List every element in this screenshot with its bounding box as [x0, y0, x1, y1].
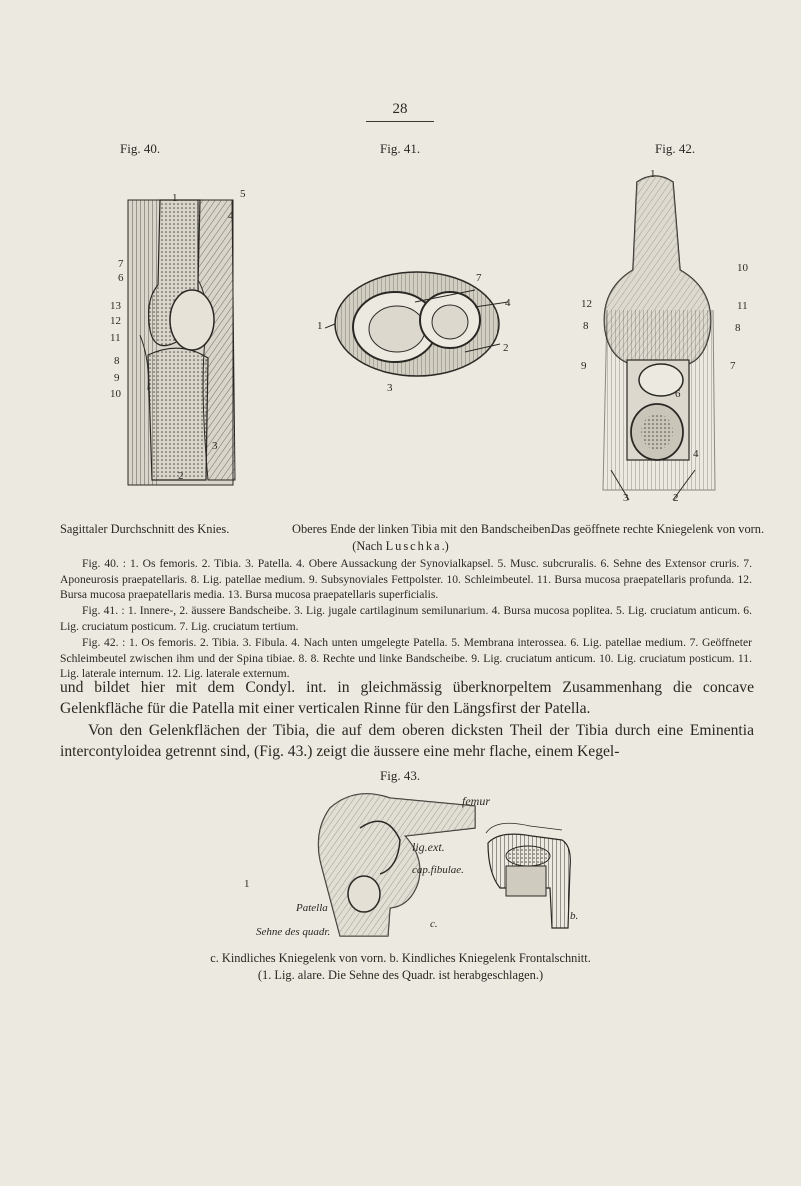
fig43-label-lig-ext: lig.ext.	[412, 840, 445, 854]
fig40-legend: Fig. 40. : 1. Os femoris. 2. Tibia. 3. Patella. 4. Obere Aussackung der Synovialkapsel. 5. Musc. subcruralis. 6. Sehne des Extensor cruris. 7. Aponeurosis praepatellaris. 8. Lig. patellae medium. 9. Subsynoviales Fettpolster. 10. Schleimbeutel. 11. Bursa mucosa praepatellaris profunda. 12. Bursa mucosa praepatellaris media. 13. Bursa mucosa praepatellaris superficialis.	[60, 557, 752, 601]
fig43-label-cap-fibulae: cap.fibulae.	[412, 864, 464, 876]
fig42-num-2: 2	[673, 492, 679, 504]
fig40-caption: Sagittaler Durchschnitt des Knies.	[60, 522, 230, 536]
fig42-caption: Das geöffnete rechte Kniegelenk von vorn.	[551, 522, 765, 536]
fig42-num-3: 3	[623, 492, 629, 504]
fig42-num-1: 1	[650, 168, 656, 180]
fig42-num-4: 4	[693, 448, 699, 460]
fig40-num-5: 5	[240, 188, 246, 200]
fig40-num-11: 11	[110, 332, 121, 344]
fig42-num-9: 9	[581, 360, 587, 372]
source-suffix: .)	[441, 539, 449, 553]
fig43-label-c: c.	[430, 918, 438, 930]
fig43-label-patella: Patella	[296, 902, 328, 914]
fig42-label: Fig. 42.	[655, 141, 696, 156]
fig43-caption-line2: (1. Lig. alare. Die Sehne des Quadr. ist herabgeschlagen.)	[257, 968, 544, 982]
fig40-num-3: 3	[212, 440, 218, 452]
fig43-label: Fig. 43.	[380, 768, 421, 783]
fig41-tibia-engraving	[325, 262, 510, 387]
body-paragraph-1: und bildet hier mit dem Condyl. int. in gleichmässig überknorpeltem Zusammenhang die concave Gelenkfläche für die Patella mit einer verticalen Rinne für den Längsfirst der Patella.	[60, 679, 754, 717]
fig42-num-10: 10	[737, 262, 748, 274]
fig41-num-2: 2	[503, 342, 509, 354]
fig43-side-number: 1	[244, 878, 250, 890]
fig42-num-11: 11	[737, 300, 748, 312]
fig40-num-7: 7	[118, 258, 124, 270]
fig42-num-8-right: 8	[735, 322, 741, 334]
fig42-illustration	[575, 168, 748, 505]
fig41-caption: Oberes Ende der linken Tibia mit den Bandscheiben.	[292, 522, 554, 536]
fig42-num-12: 12	[581, 298, 592, 310]
source-prefix: (Nach	[352, 539, 383, 553]
fig43-caption-line1: c. Kindliches Kniegelenk von vorn. b. Kindliches Kniegelenk Frontalschnitt.	[210, 951, 591, 965]
fig40-num-12: 12	[110, 315, 121, 327]
fig41-label: Fig. 41.	[380, 141, 421, 156]
fig40-label: Fig. 40.	[120, 141, 161, 156]
fig43-illustration	[256, 788, 590, 938]
fig42-opened-knee-engraving	[575, 170, 745, 505]
page-number: 28	[392, 101, 408, 117]
fig41-num-1: 1	[317, 320, 323, 332]
fig40-illustration	[100, 190, 270, 490]
source-author: Luschka	[385, 539, 442, 553]
fig40-num-2: 2	[178, 470, 184, 482]
fig40-num-13: 13	[110, 300, 121, 312]
fig43-child-knee-engraving	[300, 788, 590, 938]
caption-source	[0, 539, 801, 554]
fig40-num-8: 8	[114, 355, 120, 367]
header-rule	[366, 121, 434, 122]
fig40-sagittal-knee-engraving	[100, 190, 270, 490]
fig41-illustration	[317, 262, 511, 394]
fig42-num-7: 7	[730, 360, 736, 372]
fig40-num-10: 10	[110, 388, 121, 400]
fig43-label-sehne: Sehne des quadr.	[256, 926, 331, 938]
body-paragraph-2: Von den Gelenkflächen der Tibia, die auf dem oberen dicksten Theil der Tibia durch eine Eminentia intercontyloidea getrennt sind, (Fig. 43.) zeigt die äussere eine mehr flache, einem Kegel-	[60, 722, 754, 760]
fig41-num-3: 3	[387, 382, 393, 394]
fig40-num-6: 6	[118, 272, 124, 284]
fig42-num-8-left: 8	[583, 320, 589, 332]
fig42-legend: Fig. 42. : 1. Os femoris. 2. Tibia. 3. Fibula. 4. Nach unten umgelegte Patella. 5. Membrana interossea. 6. Lig. patellae medium. 7. Geöffneter Schleimbeutel zwischen ihm und der Spina tibiae. 8. 8. Rechte und linke Bandscheibe. 9. Lig. cruciatum anticum. 10. Lig. cruciatum posticum. 11. Lig. laterale internum. 12. Lig. laterale externum.	[60, 636, 752, 680]
fig41-num-7: 7	[476, 272, 482, 284]
fig43-label-femur: femur	[462, 794, 490, 808]
fig43-label-b: b.	[570, 910, 579, 922]
fig40-num-1: 1	[172, 192, 178, 204]
fig40-num-4: 4	[228, 210, 234, 222]
fig41-num-4: 4	[505, 297, 511, 309]
fig40-num-9: 9	[114, 372, 120, 384]
fig41-legend: Fig. 41. : 1. Innere-, 2. äussere Bandscheibe. 3. Lig. jugale cartilaginum semilunarium. 4. Bursa mucosa poplitea. 5. Lig. cruciatum anticum. 6. Lig. cruciatum posticum. 7. Lig. cruciatum tertium.	[60, 604, 752, 633]
fig42-num-6: 6	[675, 388, 681, 400]
